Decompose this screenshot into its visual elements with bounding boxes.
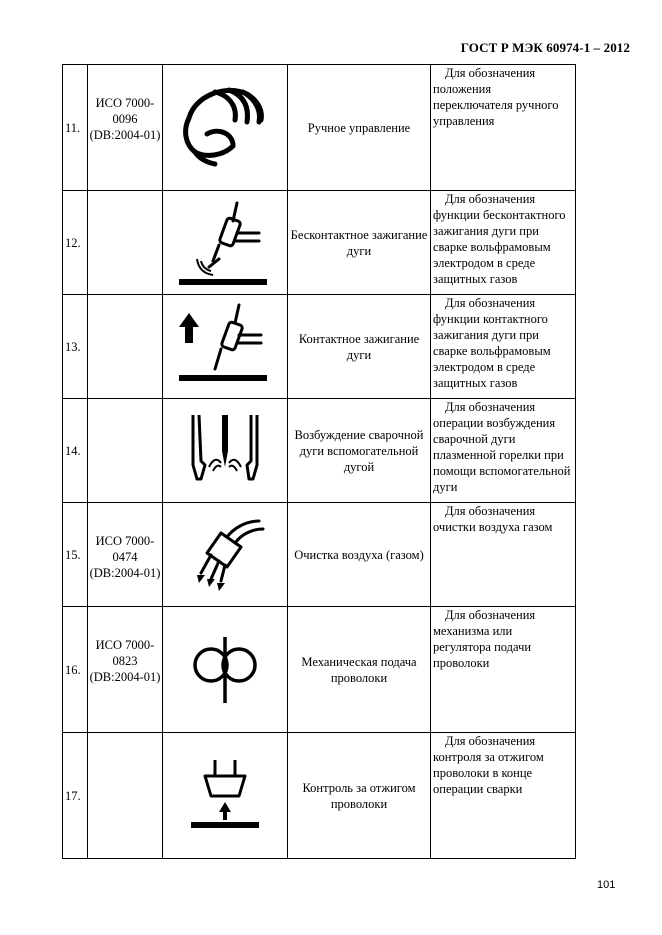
- table-row: [63, 503, 576, 607]
- row-number: 14.: [63, 399, 88, 503]
- symbol-name: Очистка воздуха (газом): [288, 503, 431, 607]
- standard-code: [88, 191, 163, 295]
- row-number: 12.: [63, 191, 88, 295]
- symbol-name: Контактное зажигание дуги: [288, 295, 431, 399]
- standard-code: ИСО 7000-0823 (DB:2004-01): [88, 607, 163, 733]
- symbol-description: Для обозначения функции контактного зажигания дуги при сварке вольфрамовым электродом в среде защитных газов: [431, 295, 576, 399]
- row-number: 16.: [63, 607, 88, 733]
- standard-code: [88, 399, 163, 503]
- wire-burnback-icon: [185, 756, 265, 836]
- symbol-cell: [163, 65, 288, 191]
- table-row: [63, 399, 576, 503]
- hand-icon: [175, 78, 275, 178]
- symbol-description: Для обозначения положения переключателя ручного управления: [431, 65, 576, 191]
- symbol-name: Механическая подача проволоки: [288, 607, 431, 733]
- plasma-pilot-arc-icon: [175, 411, 275, 491]
- symbol-cell: [163, 503, 288, 607]
- symbol-description: Для обозначения функции бесконтактного зажигания дуги при сварке вольфрамовым электродом в среде защитных газов: [431, 191, 576, 295]
- torch-contact-ignition-icon: [175, 301, 275, 393]
- symbol-name: Возбуждение сварочной дуги вспомогательной дугой: [288, 399, 431, 503]
- symbols-table: [62, 64, 576, 859]
- symbol-description: Для обозначения контроля за отжигом проволоки в конце операции сварки: [431, 733, 576, 859]
- table-row: [63, 295, 576, 399]
- row-number: 17.: [63, 733, 88, 859]
- symbol-name: Контроль за отжигом проволоки: [288, 733, 431, 859]
- table-row: [63, 733, 576, 859]
- document-header: ГОСТ Р МЭК 60974-1 – 2012: [460, 40, 630, 55]
- table-row: [63, 191, 576, 295]
- symbol-cell: [163, 399, 288, 503]
- row-number: 13.: [63, 295, 88, 399]
- symbol-description: Для обозначения операции возбуждения сварочной дуги плазменной горелки при помощи вспомогательной дуги: [431, 399, 576, 503]
- symbol-name: Ручное управление: [288, 65, 431, 191]
- wire-feed-icon: [185, 635, 265, 705]
- table-row: [63, 607, 576, 733]
- row-number: 11.: [63, 65, 88, 191]
- symbol-description: Для обозначения механизма или регулятора подачи проволоки: [431, 607, 576, 733]
- standard-code: [88, 295, 163, 399]
- symbol-description: Для обозначения очистки воздуха газом: [431, 503, 576, 607]
- symbol-cell: [163, 295, 288, 399]
- row-number: 15.: [63, 503, 88, 607]
- gas-purge-icon: [175, 515, 275, 595]
- standard-code: [88, 733, 163, 859]
- symbol-cell: [163, 191, 288, 295]
- table-row: [63, 65, 576, 191]
- page-number: 101: [597, 879, 616, 891]
- symbol-cell: [163, 733, 288, 859]
- standard-code: ИСО 7000-0096 (DB:2004-01): [88, 65, 163, 191]
- symbol-name: Бесконтактное зажигание дуги: [288, 191, 431, 295]
- symbol-cell: [163, 607, 288, 733]
- standard-code: ИСО 7000-0474 (DB:2004-01): [88, 503, 163, 607]
- torch-contactless-ignition-icon: [175, 197, 275, 289]
